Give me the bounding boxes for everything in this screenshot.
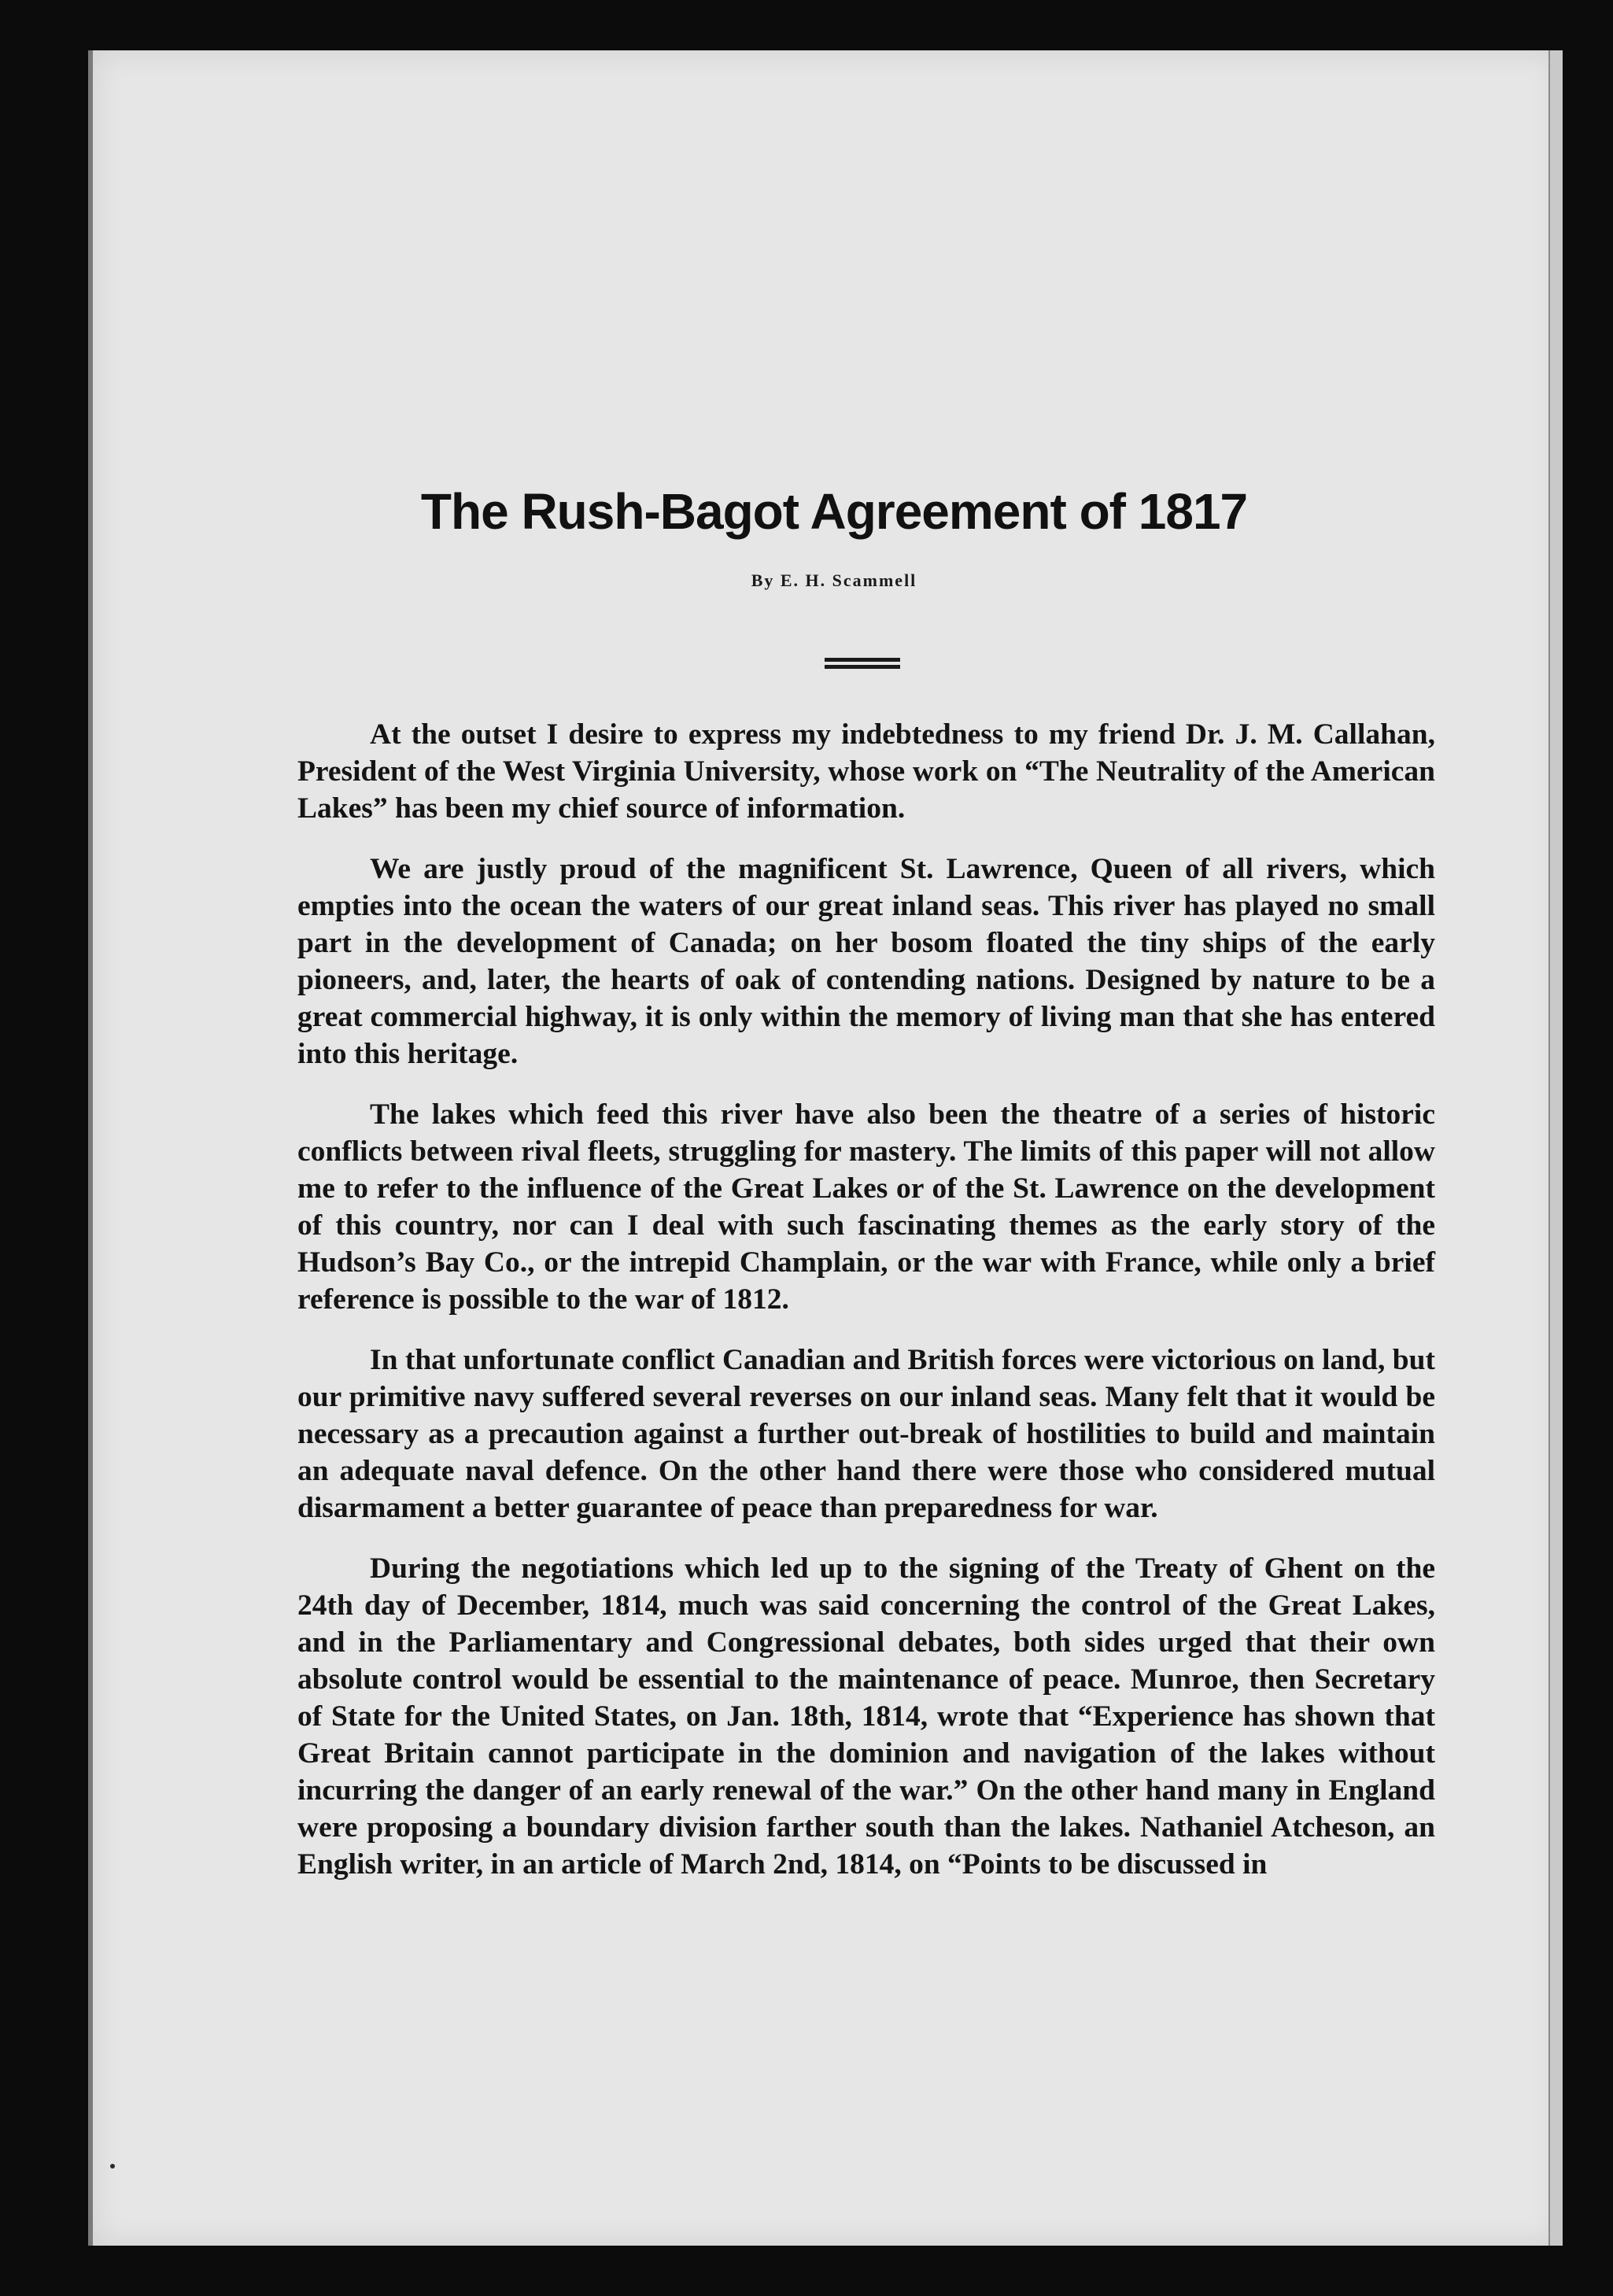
title-divider	[825, 658, 900, 669]
paragraph-4: In that unfortunate conflict Canadian and British forces were victorious on land, but our primitive navy suffered several reverses on our inland seas. Many felt that it would be necessary as a precaution against a further out-break of hostilities to build and maintain an adequate naval defence. On the other hand there were those who considered mutual disarmament a better guarantee of peace than preparedness for war.	[297, 1344, 1435, 1524]
page-edge	[1548, 50, 1563, 2246]
paragraph-2: We are justly proud of the magnificent St. Lawrence, Queen of all rivers, which empties into the ocean the waters of our great inland seas. This river has played no small part in the development of Canada; on her bosom floated the tiny ships of the early pioneers, and, later, the hearts of oak of contending nations. Designed by nature to be a great commercial highway, it is only within the memory of living man that she has entered into this heritage.	[297, 853, 1435, 1070]
scan-speck	[110, 2164, 115, 2169]
article-title: The Rush-Bagot Agreement of 1817	[420, 482, 1248, 540]
article-body	[297, 716, 1435, 1907]
paragraph-1: At the outset I desire to express my indebtedness to my friend Dr. J. M. Callahan, President of the West Virginia University, whose work on “The Neutrality of the American Lakes” has been my chief source of information.	[297, 718, 1435, 825]
paragraph-3: The lakes which feed this river have also been the theatre of a series of historic conflicts between rival fleets, struggling for mastery. The limits of this paper will not allow me to refer to the influence of the Great Lakes or of the St. Lawrence on the development of this country, nor can I deal with such fascinating themes as the early story of the Hudson’s Bay Co., or the intrepid Champlain, or the war with France, while only a brief reference is possible to the war of 1812.	[297, 1098, 1435, 1316]
paragraph-5: During the negotiations which led up to the signing of the Treaty of Ghent on the 24th day of December, 1814, much was said concerning the control of the Great Lakes, and in the Parliamentary and Congressional debates, both sides urged that their own absolute control would be essential to the maintenance of peace. Munroe, then Secretary of State for the United States, on Jan. 18th, 1814, wrote that “Experience has shown that Great Britain cannot participate in the dominion and navigation of the lakes without incurring the danger of an early renewal of the war.” On the other hand many in England were proposing a boundary division farther south than the lakes. Nathaniel Atcheson, an English writer, in an article of March 2nd, 1814, on “Points to be discussed in	[297, 1552, 1435, 1881]
article-byline: By E. H. Scammell	[751, 570, 917, 590]
